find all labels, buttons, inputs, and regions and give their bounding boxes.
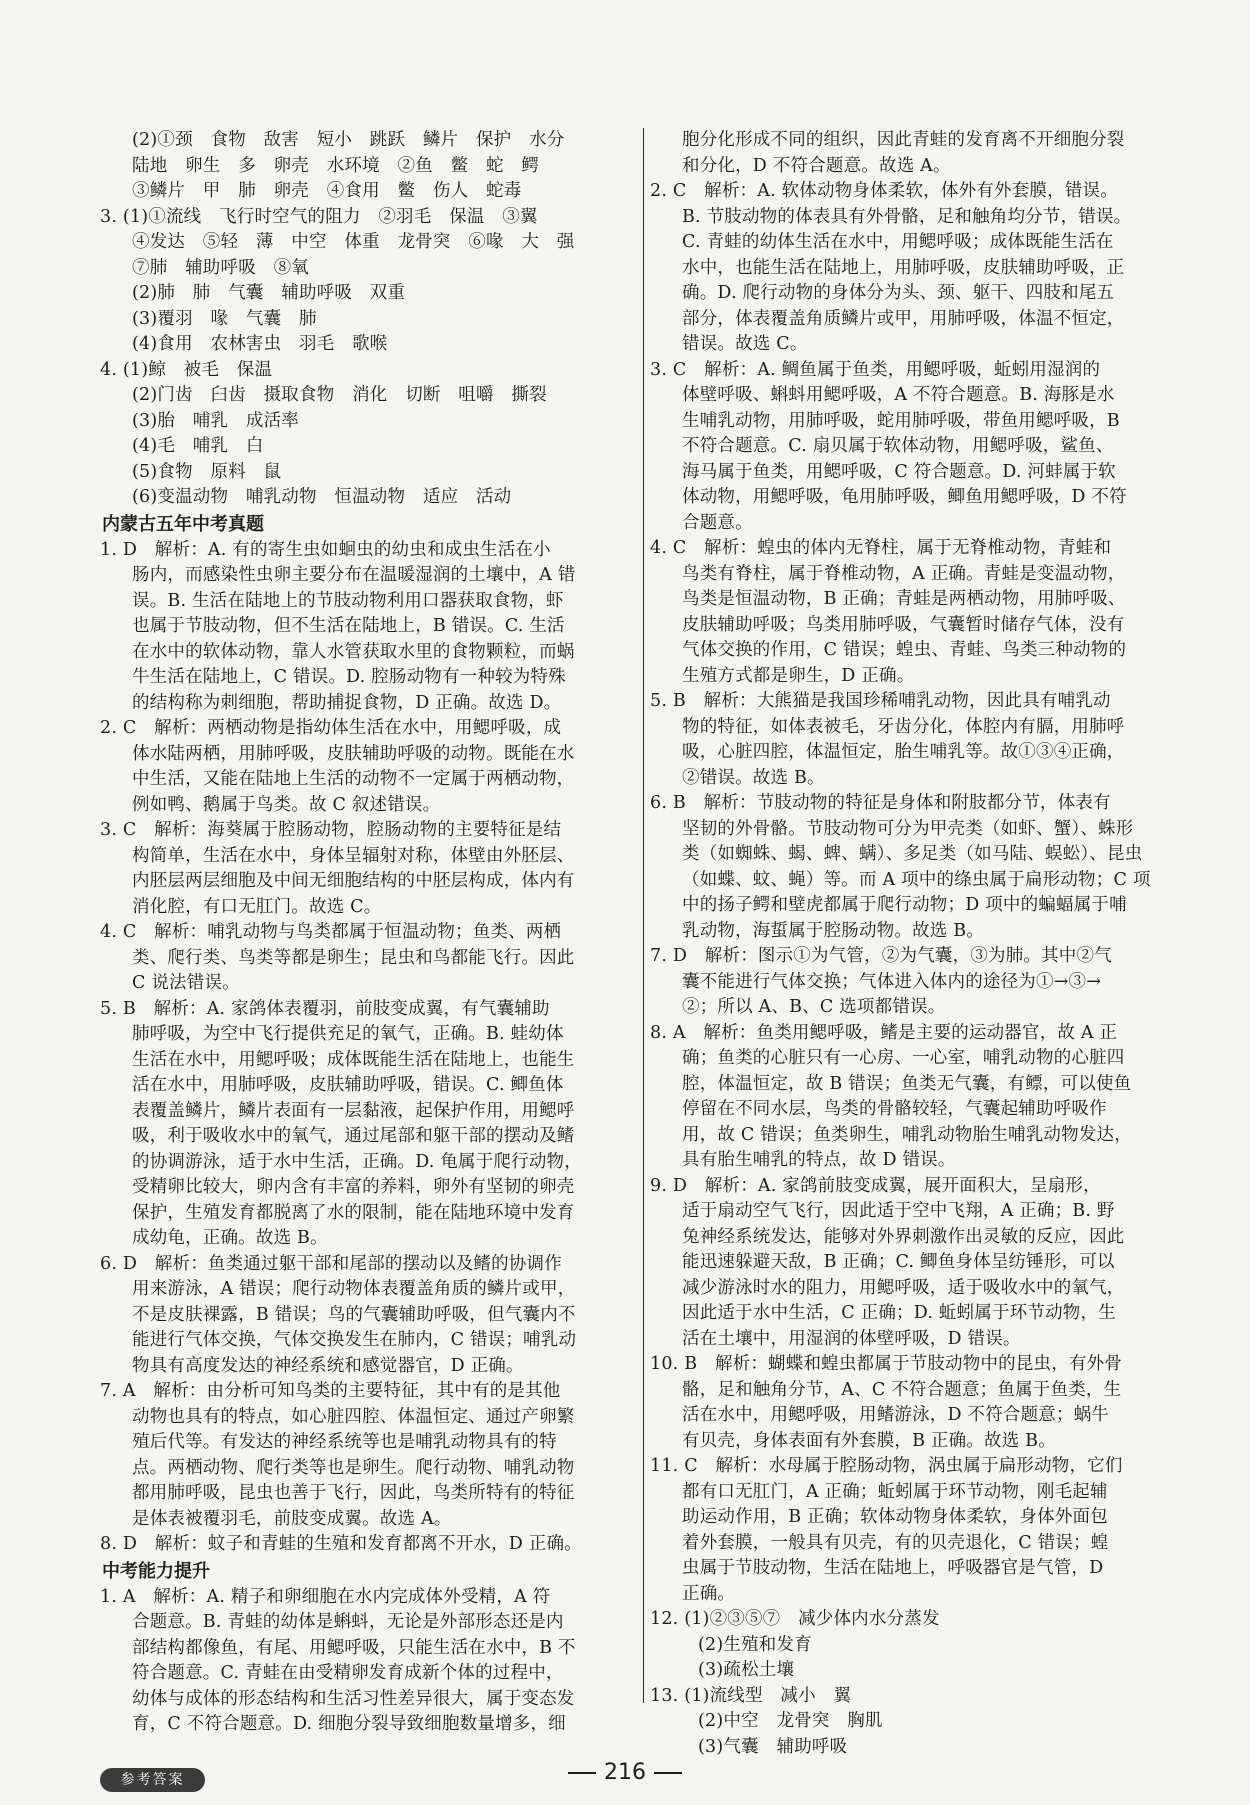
answer-item	[100, 716, 640, 818]
answer-item	[100, 1252, 640, 1380]
answer-line: 用来游泳，A 错误；爬行动物体表覆盖角质的鳞片或甲，	[132, 1279, 576, 1299]
left-column	[100, 128, 640, 1738]
section2-items	[100, 1585, 640, 1738]
answer-line: (3)气囊 辅助呼吸	[698, 1736, 848, 1757]
answer-line: 3. (1)①流线 飞行时空气的阻力 ②羽毛 保温 ③翼	[100, 206, 538, 227]
answer-item	[650, 1352, 1190, 1454]
answer-item	[100, 1532, 640, 1558]
answer-line: 误。B. 生活在陆地上的节肢动物利用口器获取食物，虾	[132, 590, 564, 611]
answer-line: 坚韧的外骨骼。节肢动物可分为甲壳类（如虾、蟹）、蛛形	[682, 818, 1134, 839]
answer-line: 适于扇动空气飞行，因此适于空中飞翔，A 正确；B. 野	[682, 1201, 1115, 1221]
answer-line: 5. B 解析：A. 家鸽体表覆羽，前肢变成翼，有气囊辅助	[100, 998, 550, 1019]
answer-line: (3)覆羽 喙 气囊 肺	[132, 308, 317, 329]
answer-line: 殖后代等。有发达的神经系统等也是哺乳动物具有的特	[132, 1432, 557, 1452]
q13-answers	[650, 1684, 1190, 1761]
answer-line: 7. D 解析：图示①为气管，②为气囊，③为肺。其中②气	[650, 946, 1112, 966]
answer-line: 减少游泳时水的阻力，用鳃呼吸，适于吸收水中的氧气，	[682, 1277, 1125, 1298]
answer-line: (2)中空 龙骨突 胸肌	[698, 1711, 883, 1731]
answer-item	[650, 689, 1190, 791]
answer-line: 12. (1)②③⑤⑦ 减少体内水分蒸发	[650, 1609, 940, 1629]
answer-line: 助运动作用，B 正确；软体动物身体柔软，身体外面包	[682, 1507, 1108, 1527]
answer-line: 9. D 解析：A. 家鸽前肢变成翼，展开面积大，呈扇形，	[650, 1175, 1101, 1196]
column-divider	[643, 128, 644, 1703]
right-items	[650, 179, 1190, 1607]
answer-line: 确；鱼类的心脏只有一心房、一心室，哺乳动物的心脏四	[682, 1048, 1125, 1068]
answer-item	[100, 1585, 640, 1738]
answer-line: 虫属于节肢动物，生活在陆地上，呼吸器官是气管，D	[682, 1558, 1104, 1578]
answer-line: 合题意。B. 青蛙的幼体是蝌蚪，无论是外部形态还是内	[132, 1612, 564, 1632]
answer-line: 气体交换的作用，C 错误；蝗虫、青蛙、鸟类三种动物的	[682, 640, 1127, 660]
answer-line: 肺呼吸，为空中飞行提供充足的氧气，正确。B. 蛙幼体	[132, 1024, 564, 1044]
section-title: 内蒙古五年中考真题	[102, 513, 264, 535]
answer-item	[650, 791, 1190, 944]
answer-line: 的结构称为刺细胞，帮助捕捉食物，D 正确。故选 D。	[132, 692, 562, 713]
answer-line: 物具有高度发达的神经系统和感觉器官，D 正确。	[132, 1355, 524, 1376]
answer-line: 腔，体温恒定，故 B 错误；鱼类无气囊，有鳔，可以使鱼	[682, 1073, 1132, 1094]
answer-line: ②；所以 A、B、C 选项都错误。	[682, 997, 946, 1017]
section-title: 中考能力提升	[102, 1560, 210, 1582]
answer-line: 错误。故选 C。	[682, 334, 808, 354]
answer-line: 兔神经系统发达，能够对外界刺激作出灵敏的反应，因此	[682, 1226, 1125, 1247]
answer-item	[650, 1454, 1190, 1607]
answer-line: 海马属于鱼类，用鳃呼吸，C 符合题意。D. 河蚌属于软	[682, 461, 1116, 482]
answer-line: 不符合题意。C. 扇贝属于软体动物，用鳃呼吸，鲨鱼、	[682, 436, 1114, 456]
q2-part2-answers	[100, 128, 640, 205]
answer-line: 陆地 卵生 多 卵壳 水环境 ②鱼 鳖 蛇 鳄	[132, 155, 540, 176]
answer-line: 8. D 解析：蚊子和青蛙的生殖和发育都离不开水，D 正确。	[100, 1534, 582, 1554]
page-number-text: 216	[604, 1760, 646, 1785]
answer-line: 符合题意。C. 青蛙在由受精卵发育成新个体的过程中，	[132, 1663, 564, 1683]
answer-item	[650, 1021, 1190, 1174]
answer-line: (4)食用 农林害虫 羽毛 歌喉	[132, 334, 388, 354]
answer-line: 3. C 解析：海葵属于腔肠动物，腔肠动物的主要特征是结	[100, 820, 562, 840]
answer-line: ③鳞片 甲 肺 卵壳 ④食用 鳖 伤人 蛇毒	[132, 181, 522, 201]
answer-line: 活在水中，用肺呼吸，皮肤辅助呼吸，错误。C. 鲫鱼体	[132, 1075, 564, 1095]
answer-line: 鸟类是恒温动物，B 正确；青蛙是两栖动物，用肺呼吸、	[682, 589, 1126, 609]
answer-line: (2)①颈 食物 敌害 短小 跳跃 鳞片 保护 水分	[132, 130, 565, 150]
answer-line: 吸，心脏四腔，体温恒定，胎生哺乳等。故①③④正确，	[682, 742, 1125, 762]
answer-line: 生殖方式都是卵生，D 正确。	[682, 665, 915, 686]
answer-line: (5)食物 原料 鼠	[132, 461, 282, 482]
answer-line: 胞分化形成不同的组织，因此青蛙的发育离不开细胞分裂	[682, 130, 1125, 150]
answer-line: ②错误。故选 B。	[682, 767, 825, 788]
answer-line: 着外套膜，一般具有贝壳，有的贝壳退化，C 错误；蝗	[682, 1532, 1109, 1553]
answer-line: (4)毛 哺乳 白	[132, 436, 264, 456]
answer-line: 8. A 解析：鱼类用鳃呼吸，鳍是主要的运动器官，故 A 正	[650, 1022, 1118, 1043]
answer-line: 幼体与成体的形态结构和生活习性差异很大，属于变态发	[132, 1688, 575, 1709]
answer-line: 和分化，D 不符合题意。故选 A。	[682, 155, 951, 176]
answer-item	[650, 944, 1190, 1021]
answer-line: 能迅速躲避天敌，B 正确；C. 鲫鱼身体呈纺锤形，可以	[682, 1252, 1115, 1272]
answer-line: 4. C 解析：哺乳动物与鸟类都属于恒温动物；鱼类、两栖	[100, 922, 562, 942]
answer-line: 皮肤辅助呼吸；鸟类用肺呼吸，气囊暂时储存气体，没有	[682, 614, 1125, 635]
answer-line: 部结构都像鱼，有尾、用鳃呼吸，只能生活在水中，B 不	[132, 1637, 576, 1658]
answer-line: (3)疏松土壤	[698, 1660, 795, 1680]
answer-line: 确。D. 爬行动物的身体分为头、颈、躯干、四肢和尾五	[682, 283, 1115, 303]
answer-line: 点。两栖动物、爬行类等也是卵生。爬行动物、哺乳动物	[132, 1457, 575, 1478]
answer-line: 体水陆两栖，用肺呼吸，皮肤辅助呼吸的动物。既能在水	[132, 743, 575, 764]
answer-line: 停留在不同水层，鸟类的骨骼较轻，气囊起辅助呼吸作	[682, 1099, 1107, 1119]
q3-answers	[100, 205, 640, 358]
answer-line: 成幼龟，正确。故选 B。	[132, 1228, 328, 1248]
answer-line: 在水中的软体动物，靠人水管获取水里的食物颗粒，而蜗	[132, 641, 575, 662]
answer-line: 4. C 解析：蝗虫的体内无脊柱，属于无脊椎动物，青蛙和	[650, 538, 1112, 558]
answer-line: 13. (1)流线型 减小 翼	[650, 1685, 852, 1706]
answer-line: 内胚层两层细胞及中间无细胞结构的中胚层构成，体内有	[132, 871, 575, 891]
answer-line: 牛生活在陆地上，C 错误。D. 腔肠动物有一种较为特殊	[132, 667, 566, 687]
answer-line: 骼，足和触角分节，A、C 不符合题意；鱼属于鱼类，生	[682, 1379, 1122, 1400]
dash-right	[654, 1772, 682, 1774]
answer-line: 都用肺呼吸，昆虫也善于飞行，因此，鸟类所特有的特征	[132, 1483, 575, 1503]
answer-line: 类、爬行类、鸟类等都是卵生；昆虫和鸟都能飞行。因此	[132, 947, 575, 968]
answer-line: 7. A 解析：由分析可知鸟类的主要特征，其中有的是其他	[100, 1381, 561, 1401]
answer-line: (2)肺 肺 气囊 辅助呼吸 双重	[132, 283, 406, 303]
answer-line: 也属于节肢动物，但不生活在陆地上，B 错误。C. 生活	[132, 616, 565, 636]
answer-line: 4. (1)鲸 被毛 保温	[100, 359, 273, 380]
answer-line: 物的特征，如体表被毛，牙齿分化，体腔内有膈，用肺呼	[682, 716, 1125, 737]
answer-line: 5. B 解析：大熊猫是我国珍稀哺乳动物，因此具有哺乳动	[650, 691, 1111, 711]
answer-line: 构简单，生活在水中，身体呈辐射对称，体壁由外胚层、	[132, 845, 575, 866]
answer-item	[650, 179, 1190, 358]
answer-line: 水中，也能生活在陆地上，用肺呼吸，皮肤辅助呼吸，正	[682, 257, 1125, 278]
answer-line: ④发达 ⑤轻 薄 中空 体重 龙骨突 ⑥喙 大 强	[132, 232, 575, 252]
answer-line: 用，故 C 错误；鱼类卵生，哺乳动物胎生哺乳动物发达，	[682, 1124, 1132, 1145]
answer-line: (2)门齿 臼齿 摄取食物 消化 切断 咀嚼 撕裂	[132, 385, 547, 405]
answer-line: 是体表被覆羽毛，前肢变成翼。故选 A。	[132, 1508, 452, 1529]
answer-line: 鸟类有脊柱，属于脊椎动物，A 正确。青蛙是变温动物，	[682, 563, 1126, 584]
page-number	[545, 1760, 705, 1785]
answer-item	[100, 538, 640, 717]
answer-line: 保护，生殖发育都脱离了水的限制，能在陆地环境中发育	[132, 1202, 575, 1223]
answer-item	[100, 1379, 640, 1532]
answer-line: 能进行气体交换，气体交换发生在肺内，C 错误；哺乳动	[132, 1330, 577, 1350]
answer-line: 6. D 解析：鱼类通过躯干部和尾部的摆动以及鳍的协调作	[100, 1253, 562, 1274]
answer-line: (3)胎 哺乳 成活率	[132, 410, 299, 431]
answer-line: 体动物，用鳃呼吸，龟用肺呼吸，鲫鱼用鳃呼吸，D 不符	[682, 487, 1127, 507]
answer-key-badge: 参考答案	[100, 1768, 205, 1792]
continuation-text	[650, 128, 1190, 179]
answer-line: 类（如蜘蛛、蝎、蜱、螨）、多足类（如马陆、蜈蚣）、昆虫	[682, 844, 1143, 864]
answer-line: B. 节肢动物的体表具有外骨骼，足和触角均分节，错误。	[682, 206, 1132, 227]
answer-line: 合题意。	[682, 512, 753, 533]
answer-line: 育，C 不符合题意。D. 细胞分裂导致细胞数量增多，细	[132, 1714, 566, 1734]
answer-line: 不是皮肤裸露，B 错误；鸟的气囊辅助呼吸，但气囊内不	[132, 1304, 576, 1325]
answer-item	[100, 920, 640, 997]
answer-line: 受精卵比较大，卵内含有丰富的养料，卵外有坚韧的卵壳	[132, 1177, 575, 1197]
answer-line: 3. C 解析：A. 鲷鱼属于鱼类，用鳃呼吸，蚯蚓用湿润的	[650, 359, 1101, 380]
answer-line: 6. B 解析：节肢动物的特征是身体和附肢都分节，体表有	[650, 793, 1111, 813]
dash-left	[568, 1772, 596, 1774]
answer-line: (6)变温动物 哺乳动物 恒温动物 适应 活动	[132, 487, 512, 507]
answer-line: 体壁呼吸、蝌蚪用鳃呼吸，A 不符合题意。B. 海豚是水	[682, 385, 1115, 405]
answer-line: 具有胎生哺乳的特点，故 D 错误。	[682, 1150, 956, 1170]
answer-line: 活在土壤中，用湿润的体壁呼吸，D 错误。	[682, 1328, 1021, 1349]
answer-line: C. 青蛙的幼体生活在水中，用鳃呼吸；成体既能生活在	[682, 232, 1114, 252]
answer-item	[650, 536, 1190, 689]
section1-items	[100, 538, 640, 1558]
answer-line: 10. B 解析：蝴蝶和蝗虫都属于节肢动物中的昆虫，有外骨	[650, 1354, 1123, 1374]
answer-line: 表覆盖鳞片，鳞片表面有一层黏液，起保护作用，用鳃呼	[132, 1100, 575, 1121]
q12-answers	[650, 1607, 1190, 1684]
answer-line: 中的扬子鳄和壁虎都属于爬行动物；D 项中的蝙蝠属于哺	[682, 895, 1127, 915]
answer-line: ⑦肺 辅助呼吸 ⑧氧	[132, 257, 309, 278]
answer-line: 活在水中，用鳃呼吸，用鳍游泳，D 不符合题意；蜗牛	[682, 1405, 1110, 1425]
answer-line: 乳动物，海蜇属于腔肠动物。故选 B。	[682, 920, 985, 941]
q4-answers	[100, 358, 640, 511]
answer-item	[100, 997, 640, 1252]
answer-line: 中生活，又能在陆地上生活的动物不一定属于两栖动物，	[132, 769, 575, 789]
answer-line: 有贝壳，身体表面有外套膜，B 正确。故选 B。	[682, 1430, 1056, 1451]
answer-line: 的协调游泳，适于水中生活，正确。D. 龟属于爬行动物，	[132, 1151, 582, 1172]
answer-line: 都有口无肛门，A 正确；蚯蚓属于环节动物，刚毛起辅	[682, 1481, 1108, 1502]
right-column	[650, 128, 1190, 1760]
answer-line: 生活在水中，用鳃呼吸；成体既能生活在陆地上，也能生	[132, 1049, 575, 1070]
answer-line: 1. D 解析：A. 有的寄生虫如蛔虫的幼虫和成虫生活在小	[100, 539, 551, 560]
answer-item	[650, 1174, 1190, 1353]
answer-line: 1. A 解析：A. 精子和卵细胞在水内完成体外受精，A 符	[100, 1586, 551, 1607]
answer-line: 2. C 解析：A. 软体动物身体柔软，体外有外套膜，错误。	[650, 181, 1118, 201]
answer-line: 吸，利于吸收水中的氧气，通过尾部和躯干部的摆动及鳍	[132, 1126, 575, 1146]
answer-line: 生哺乳动物，用肺呼吸，蛇用肺呼吸，带鱼用鳃呼吸，B	[682, 410, 1120, 431]
answer-line: （如蝶、蚊、蝇）等。而 A 项中的绦虫属于扁形动物；C 项	[682, 869, 1151, 890]
answer-line: 部分，体表覆盖角质鳞片或甲，用肺呼吸，体温不恒定，	[682, 308, 1125, 329]
answer-line: 2. C 解析：两栖动物是指幼体生活在水中，用鳃呼吸，成	[100, 718, 562, 738]
answer-item	[650, 358, 1190, 537]
answer-line: (2)生殖和发育	[698, 1634, 812, 1655]
answer-line: 例如鸭、鹅属于鸟类。故 C 叙述错误。	[132, 794, 441, 815]
answer-line: 因此适于水中生活，C 正确；D. 蚯蚓属于环节动物，生	[682, 1303, 1116, 1323]
answer-line: 11. C 解析：水母属于腔肠动物，涡虫属于扁形动物，它们	[650, 1456, 1123, 1476]
answer-line: C 说法错误。	[132, 973, 240, 993]
answer-line: 囊不能进行气体交换；气体进入体内的途径为①→③→	[682, 971, 1102, 992]
answer-line: 正确。	[682, 1583, 736, 1604]
answer-item	[100, 818, 640, 920]
answer-line: 动物也具有的特点，如心脏四腔、体温恒定、通过产卵繁	[132, 1406, 575, 1427]
answer-line: 肠内，而感染性虫卵主要分布在温暖湿润的土壤中，A 错	[132, 565, 576, 585]
answer-line: 消化腔，有口无肛门。故选 C。	[132, 896, 382, 917]
